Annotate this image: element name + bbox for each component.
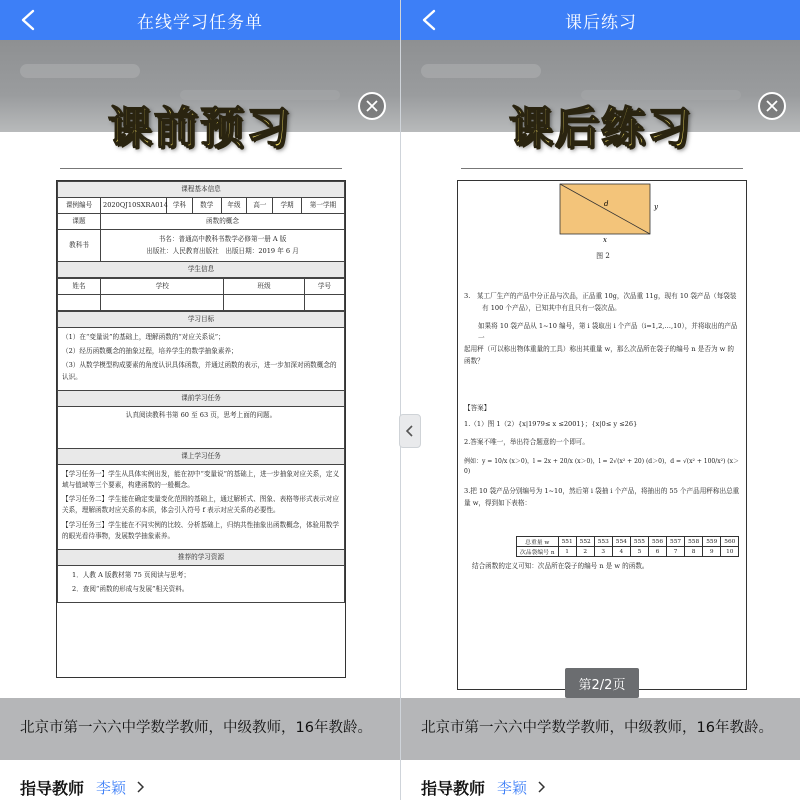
goal-item: （2）经历函数概念的抽象过程，培养学生的数学抽象素养； [62,347,238,356]
weight-table [516,536,739,557]
class-task-item: 【学习任务二】学生能在确定变量变化范围的基础上，通过解析式、图象、表格等形式表示对应关系，理解函数对应关系的本质，体会引入符号 f 表示对应关系的必要性。 [62,495,339,515]
table-cell: 558 [685,537,703,547]
textbook-info [101,230,345,262]
chevron-right-icon [537,781,545,793]
goal-item: （1）在“变量说”的基础上，理解函数的“对应关系说”； [62,333,225,341]
textbook-line: 出版社：人民教育出版社 出版日期：2019 年 6 月 [146,247,299,255]
answer-1: 1.（1）图 1（2）{x|1979≤ x ≤2001}；{x|0≤ y ≤26} [464,419,638,428]
table-cell: 4 [612,547,630,557]
page-title: 课后练习 [565,12,637,33]
course-info-table [57,181,345,278]
class-task-item: 【学习任务一】学生从具体实例出发，能在初中“变量说”的基础上，进一步抽象对应关系，定义域与值域等三个要素，构建函数的一般概念。 [62,469,340,490]
chevron-right-icon [136,781,144,793]
figure-label-d: d [604,200,609,208]
figure-label-x: x [603,236,607,243]
cell: 第一学期 [301,198,344,214]
topic-value: 函数的概念 [101,214,345,230]
document-viewer[interactable] [0,132,400,698]
cell: 学期 [273,198,302,214]
goals-table [57,311,345,603]
previous-page-button[interactable] [399,414,421,448]
question-3 [464,291,744,368]
cell: 高一 [247,198,273,214]
table-cell: 557 [667,537,685,547]
document-page [56,180,346,678]
page-indicator: 第2/2页 [565,668,639,698]
section-pre-task: 课前学习任务 [58,390,345,406]
answer-label: 【答案】 [464,404,491,412]
answer-3: 量 w，得到如下表格： [464,499,532,508]
figure-label-y: y [654,203,658,211]
cell: 学校 [101,279,224,295]
table-cell: 551 [558,537,576,547]
cell [58,295,101,311]
cell: 班级 [224,279,304,295]
table-cell: 554 [612,537,630,547]
class-task-item: 【学习任务三】学生能在不同实例的比较、分析基础上，归纳共性抽象出函数概念，体验用数学的眼光看待事物，发展数学抽象素养。 [62,520,339,540]
section-student-info: 学生信息 [58,262,345,278]
table-cell: 552 [576,537,594,547]
weight-table-wrap [516,536,739,557]
table-cell: 1 [558,547,576,557]
rectangle-figure [506,183,696,243]
cell: 课例编号 [58,198,101,214]
document-page [457,180,747,690]
close-button[interactable] [758,92,786,120]
cell: 学科 [167,198,193,214]
section-course-info: 课程基本信息 [58,182,345,198]
cell [224,295,304,311]
goals-body [58,328,345,391]
section-goals: 学习目标 [58,312,345,328]
advisor-row[interactable] [20,774,144,800]
resource-item: 1．人教 A 版教材第 75 页阅读与思考； [72,571,191,580]
cell: 2020QJ10SXRA014 [101,198,167,214]
close-icon [366,100,378,112]
cell [101,295,224,311]
cell [304,295,344,311]
page-title: 在线学习任务单 [137,12,263,33]
student-info-table [57,278,345,311]
back-arrow-icon [19,9,37,31]
conclusion: 结合函数的定义可知：次品所在袋子的编号 n 是 w 的函数。 [472,562,649,570]
table-cell: 553 [594,537,612,547]
answer-2-example: 例如：y = 10/x (x＞0)，l = 2x + 20/x (x＞0)，l = 2√(x² + 20) (d＞0)，d = √(x² + 100/x²) (x＞0) [464,457,740,476]
cell: 课题 [58,214,101,230]
document-viewer[interactable] [401,132,800,698]
cell: 年级 [221,198,247,214]
table-cell: 3 [594,547,612,557]
answer-section [464,403,744,510]
table-cell: 556 [648,537,666,547]
teacher-description: 北京市第一六六中学数学教师，中级教师，16年教龄。 [20,720,372,736]
back-button[interactable] [12,4,44,36]
close-button[interactable] [358,92,386,120]
text-line: 起用秤（可以称出物体重量的工具）称出其重量 w，那么次品所在袋子的编号 n 是否为 w 的 [464,345,734,354]
answer-3: 3.把 10 袋产品分别编号为 1~10，然后第 i 袋抽 i 个产品，将抽出的 55 个产品用秤称出总重 [464,487,740,496]
chevron-left-icon [406,425,414,437]
table-cell: 555 [630,537,648,547]
table-cell: 5 [630,547,648,557]
app-header [0,0,400,40]
right-screen [400,0,800,800]
table-cell: 7 [667,547,685,557]
advisor-row[interactable] [421,774,545,800]
text-line: 如果将 10 袋产品从 1~10 编号，第 i 袋取出 i 个产品（i=1,2,…,10），并将取出的产品一 [478,321,738,342]
resource-item: 2．查阅“函数的形成与发展”相关资料。 [72,585,189,594]
text-line: 有 100 个产品），已知其中有且只有一袋次品。 [482,303,621,312]
advisor-name-link[interactable]: 李颖 [96,778,127,797]
pre-task-body: 认真阅读教科书第 60 至 63 页，思考上面的问题。 [58,406,345,448]
table-cell: 10 [721,547,739,557]
back-arrow-icon [420,9,438,31]
table-cell: 8 [685,547,703,557]
table-row [517,547,739,557]
table-cell: 6 [648,547,666,557]
overlay-title: 课前预习 [108,103,292,154]
answer-2: 2.答案不唯一，举出符合题意的一个即可。 [464,437,589,446]
section-resources: 推荐的学习资源 [58,550,345,566]
class-task-body [58,464,345,549]
cell: 教科书 [58,230,101,262]
text-line: 3. 某工厂生产的产品中分正品与次品，正品重 10g，次品重 11g，现有 10 袋产品（每袋装 [464,292,737,300]
textbook-line: 书名：普通高中教科书数学必修第一册 A 版 [158,235,287,244]
advisor-label: 指导教师 [421,778,486,798]
advisor-label: 指导教师 [20,778,85,798]
teacher-description: 北京市第一六六中学数学教师，中级教师，16年教龄。 [421,720,773,736]
table-row [517,537,739,547]
table-cell: 2 [576,547,594,557]
figure-caption: 图 2 [596,252,610,260]
row-header: 总重量 w [517,537,559,547]
app-header [401,0,800,40]
overlay-title: 课后练习 [509,103,693,154]
cell: 数学 [192,198,221,214]
divider [461,168,743,169]
cell: 学号 [304,279,344,295]
section-class-task: 课上学习任务 [58,448,345,464]
advisor-name-link[interactable]: 李颖 [497,778,528,797]
resources-body [58,566,345,603]
divider [60,168,342,169]
text-line: 函数？ [464,357,484,366]
cell: 姓名 [58,279,101,295]
back-button[interactable] [413,4,445,36]
close-icon [766,100,778,112]
row-header: 次品袋编号 n [517,547,559,557]
table-cell: 559 [703,537,721,547]
goal-item: （3）从数学模型构成要素的角度认识具体函数，并通过函数的表示，进一步加深对函数概念的认识。 [62,361,337,381]
table-cell: 560 [721,537,739,547]
table-cell: 9 [703,547,721,557]
